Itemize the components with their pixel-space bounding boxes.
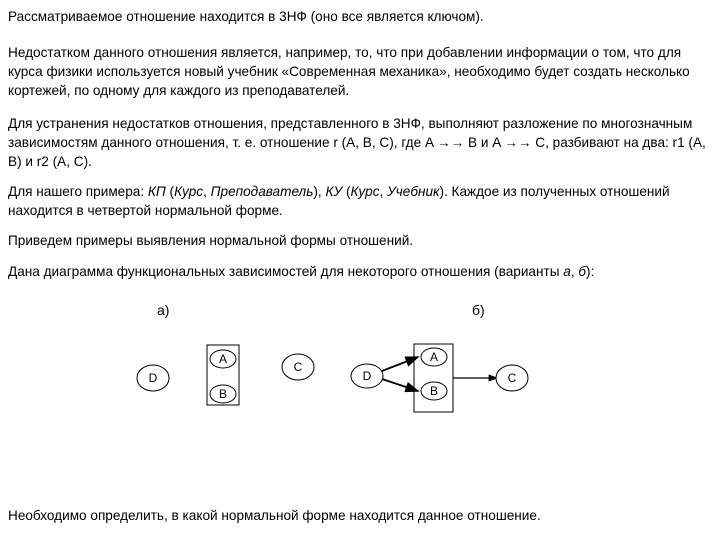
node-b-a-label: A [429,350,439,364]
node-b-c-label: C [507,371,517,385]
paragraph-decomposition: Для устранения недостатков отношения, представленного в 3НФ, выполняют разложение по многозначным зависимостям данного отношения, т. е. отношение r (A, B, C), где A →→ B и A →→ C, разбивают на два: r1 (A, B) и r2 (A, C). [8,116,706,169]
paragraph-diagram-intro: Дана диаграмма функциональных зависимостей для некоторого отношения (варианты а, б): [8,264,595,279]
node-b-d-label: D [362,369,372,383]
node-b-b-label: B [429,384,439,398]
node-a-d-label: D [148,371,158,385]
paragraph-example: Для нашего примера: КП (Курс, Преподаватель), КУ (Курс, Учебник). Каждое из полученных отношений находится в четвертой нормальной форме. [8,184,670,218]
variant-a-label: а) [157,302,170,318]
paragraph-3nf-statement: Рассматриваемое отношение находится в 3НФ (оно все является ключом). [8,9,484,24]
dependency-diagram [0,290,720,440]
paragraph-task: Необходимо определить, в какой нормальной форме находится данное отношение. [8,508,541,523]
variant-b-label: б) [472,302,485,318]
node-a-b-label: B [218,387,228,401]
diagram-b [351,344,528,412]
paragraph-examples-intro: Приведем примеры выявления нормальной формы отношений. [8,233,414,248]
node-a-a-label: A [218,352,228,366]
arrow-d-to-b [382,379,418,391]
node-a-c-label: C [293,360,303,374]
diagram-a [137,345,314,405]
paragraph-drawback: Недостатком данного отношения является, например, то, что при добавлении информации о том, что для курса физики используется новый учебник «Современная механика», необходимо будет создать несколько кортежей, по одному для каждого из преподавателей. [8,45,690,98]
arrow-d-to-a [382,357,418,371]
